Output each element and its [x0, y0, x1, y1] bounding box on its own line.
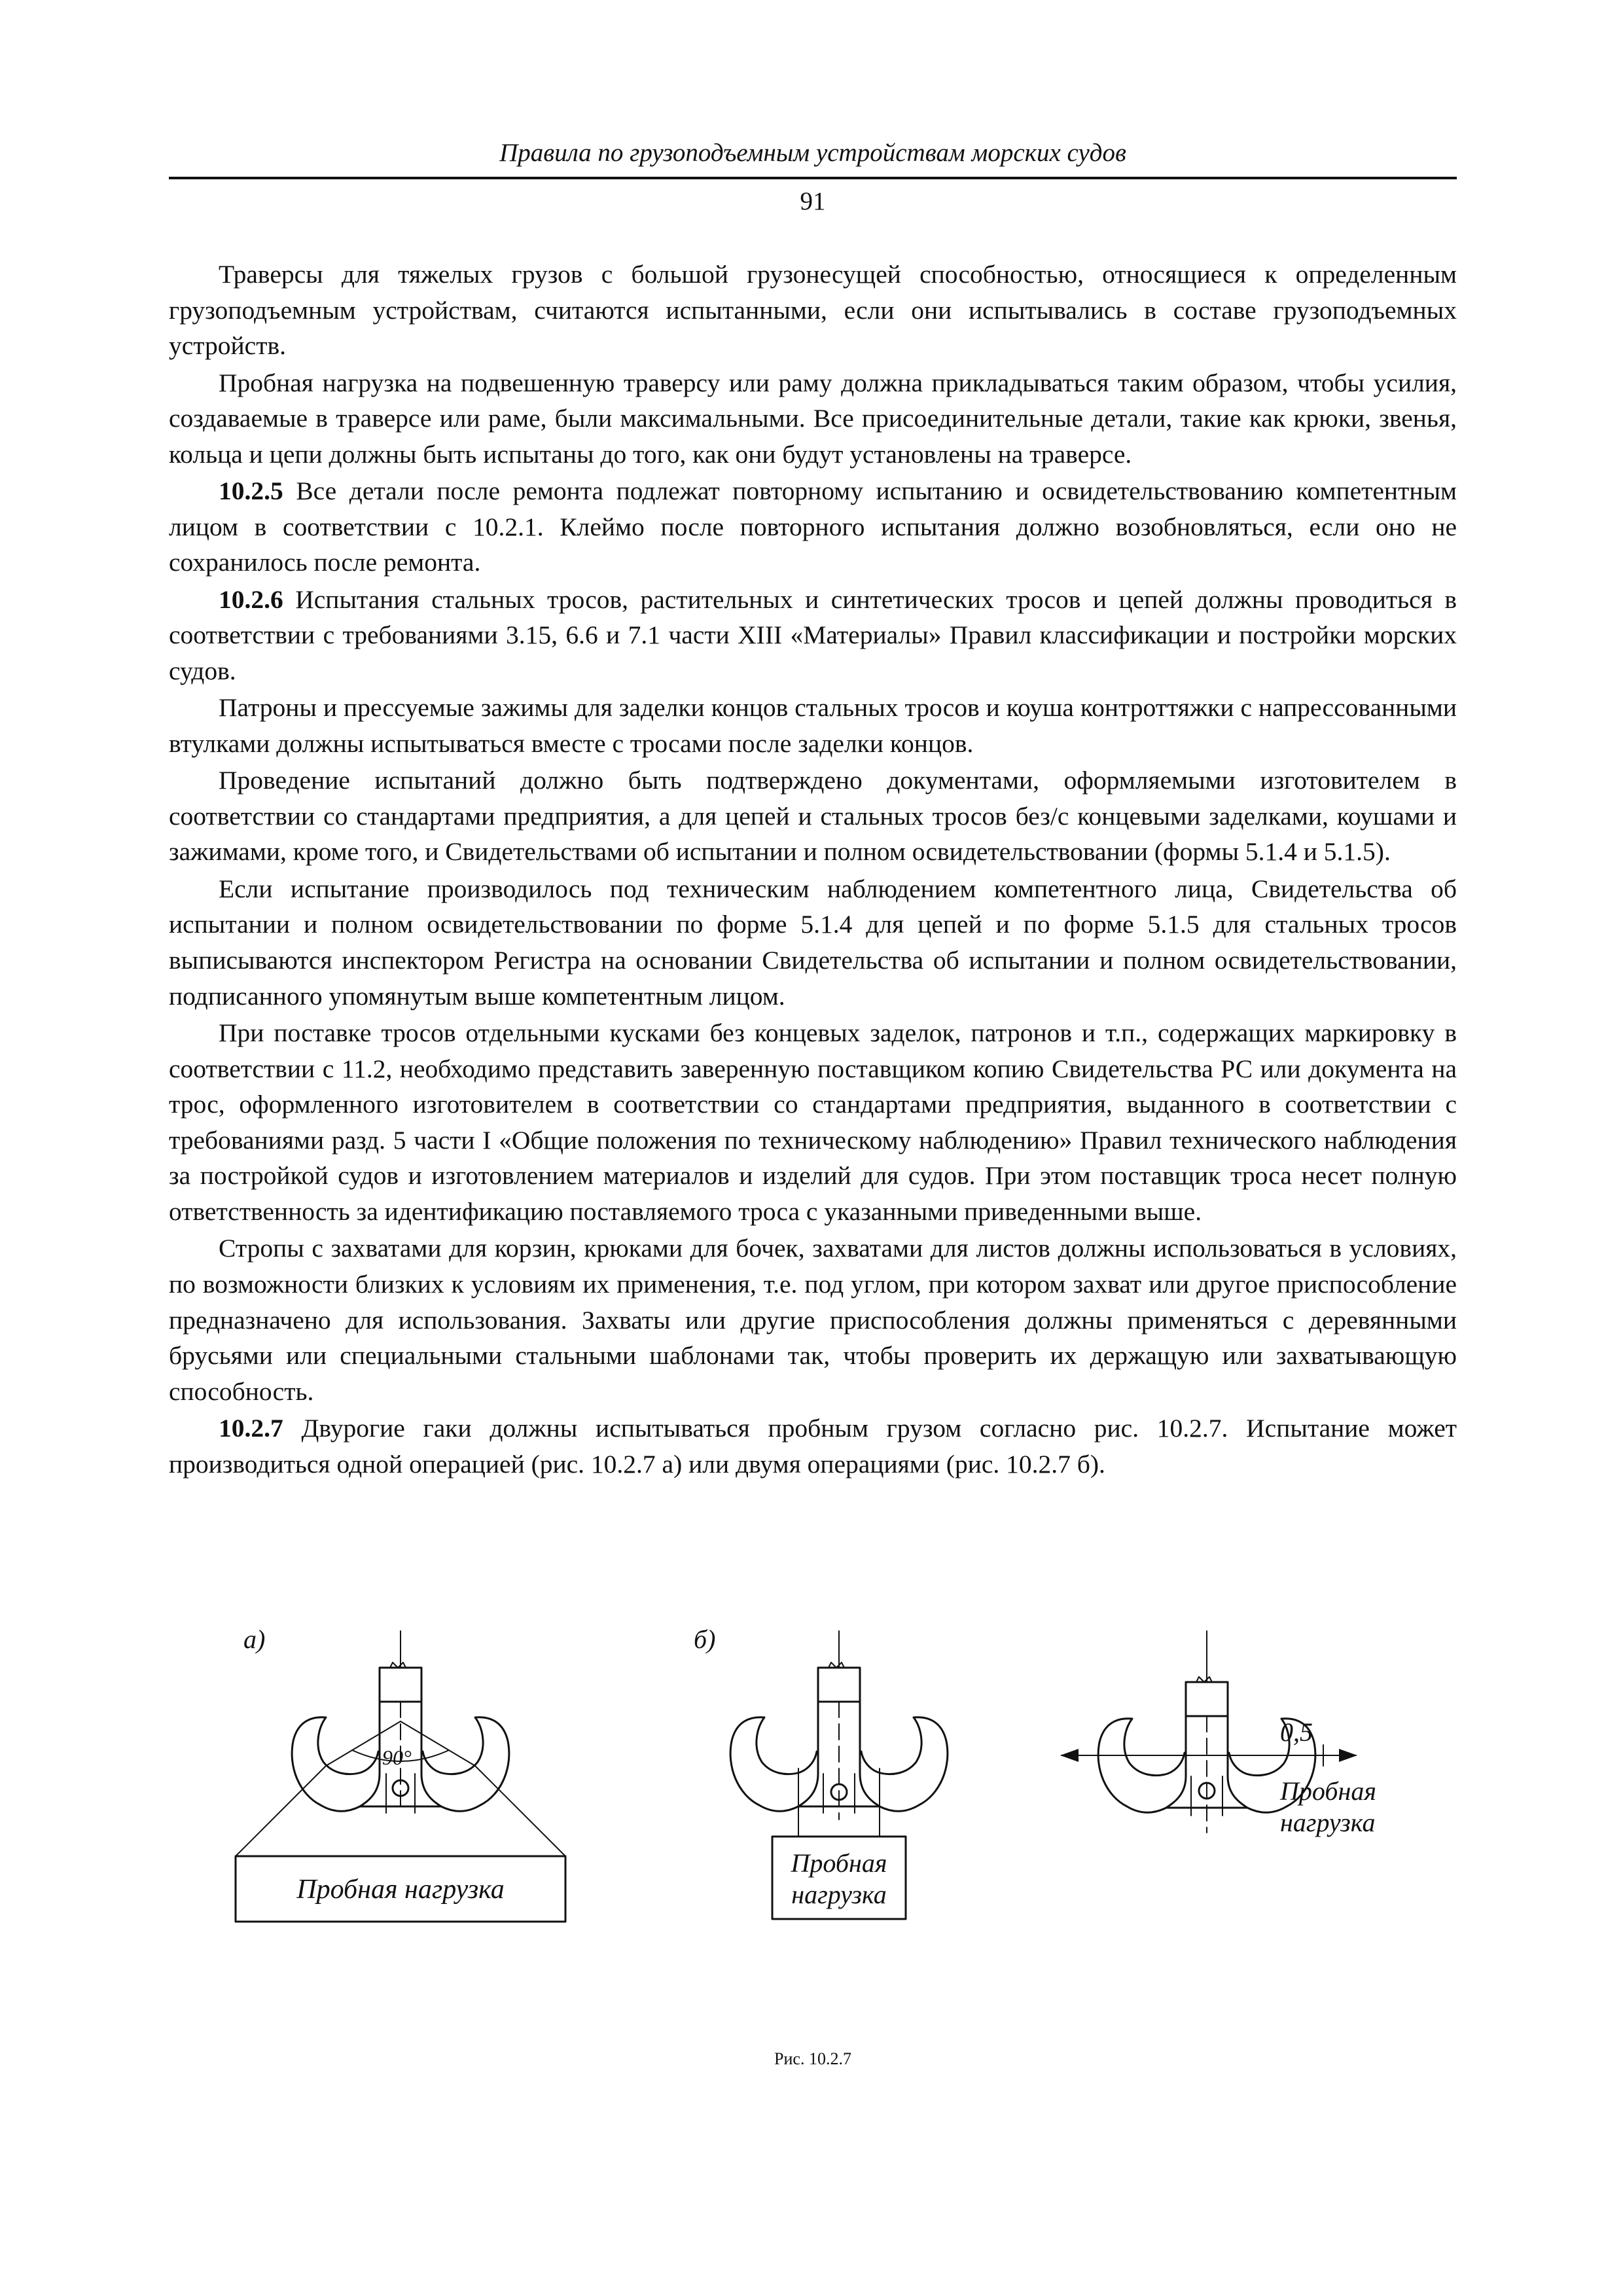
figure-drawing [196, 1617, 1453, 2022]
load-label-b-line2: нагрузка [791, 1880, 887, 1909]
paragraph [169, 473, 1457, 581]
paragraph-text: Патроны и прессуемые зажимы для заделки концов стальных тросов и коуша контроттяжки с напрессованными втулками должны испытываться вместе с тросами после заделки концов. [169, 693, 1457, 758]
paragraph [169, 762, 1457, 870]
paragraph-text: Траверсы для тяжелых грузов с большой грузонесущей способностью, относящиеся к определенным грузоподъемным устройствам, считаются испытанными, если они испытывались в составе грузоподъемных устройств. [169, 260, 1457, 361]
paragraph-text: При поставке тросов отдельными кусками без концевых заделок, патронов и т.п., содержащих маркировку в соответствии с 11.2, необходимо представить заверенную поставщиком копию Свидетельства РС или документа на трос, оформленного изготовителем в соответствии со стандартами предприятия, выданного в соответствии с требованиями разд. 5 части I «Общие положения по техническому наблюдению» Правил технического наблюдения за постройкой судов и изготовлением материалов и изделий для судов. При этом поставщик троса несет полную ответственность за идентификацию поставляемого троса с указанными приведенными выше. [169, 1018, 1457, 1227]
body-text [169, 257, 1457, 1483]
figure-label-a: а) [243, 1624, 266, 1654]
load-label-c-line1: Пробная [1280, 1776, 1376, 1806]
header-rule [169, 177, 1457, 179]
clause-number: 10.2.6 [219, 584, 283, 614]
paragraph-text: Если испытание производилось под техническим наблюдением компетентного лица, Свидетельства об испытании и полном освидетельствовании по форме 5.1.4 для цепей и по форме 5.1.5 для стальных тросов выписываются инспектором Регистра на основании Свидетельства об испытании и полном освидетельствовании, подписанного упомянутым выше компетентным лицом. [169, 874, 1457, 1011]
paragraph [169, 1410, 1457, 1482]
paragraph [169, 582, 1457, 689]
paragraph-text: Стропы с захватами для корзин, крюками для бочек, захватами для листов должны использоваться в условиях, по возможности близких к условиям их применения, т.е. под углом, при котором захват или другое приспособление предназначено для использования. Захваты или другие приспособления должны применяться с деревянными брусьями или специальными стальными шаблонами так, чтобы проверить их держащую или захватывающую способность. [169, 1234, 1457, 1406]
paragraph [169, 871, 1457, 1014]
paragraph [169, 1015, 1457, 1230]
angle-label: 90° [382, 1746, 412, 1769]
paragraph-text: Проведение испытаний должно быть подтверждено документами, оформляемыми изготовителем в соответствии со стандартами предприятия, а для цепей и стальных тросов без/с концевыми заделками, коушами и зажимами, кроме того, и Свидетельствами об испытании и полном освидетельствовании (формы 5.1.4 и 5.1.5). [169, 766, 1457, 867]
figure-caption: Рис. 10.2.7 [774, 2049, 851, 2068]
figure-label-b: б) [694, 1624, 716, 1654]
clause-number: 10.2.7 [219, 1414, 283, 1443]
paragraph-text: Все детали после ремонта подлежат повторному испытанию и освидетельствованию компетентным лицом в соответствии с 10.2.1. Клеймо после повторного испытания должно возобновляться, если оно не сохранилось после ремонта. [169, 476, 1457, 577]
paragraph [169, 690, 1457, 761]
paragraph-text: Испытания стальных тросов, растительных и синтетических тросов и цепей должны проводиться в соответствии с требованиями 3.15, 6.6 и 7.1 части XIII «Материалы» Правил классификации и постройки морских судов. [169, 584, 1457, 685]
paragraph-text: Двурогие гаки должны испытываться пробным грузом согласно рис. 10.2.7. Испытание может производиться одной операцией (рис. 10.2.7 а) или двумя операциями (рис. 10.2.7 б). [169, 1414, 1457, 1479]
load-label-b-line1: Пробная [791, 1848, 887, 1878]
page-number: 91 [800, 187, 826, 215]
figure-hook-test [196, 1617, 1453, 2022]
paragraph [169, 257, 1457, 364]
load-label-c-line2: нагрузка [1280, 1808, 1376, 1837]
clause-number: 10.2.5 [219, 476, 283, 506]
offset-label: 0,5 [1280, 1717, 1313, 1747]
paragraph-text: Пробная нагрузка на подвешенную траверсу или раму должна прикладываться таким образом, чтобы усилия, создаваемые в траверсе или раме, были максимальными. Все присоединительные детали, такие как крюки, звенья, кольца и цепи должны быть испытаны до того, как они будут установлены на траверсе. [169, 368, 1457, 469]
running-title: Правила по грузоподъемным устройствам морских судов [499, 139, 1126, 167]
paragraph [169, 365, 1457, 473]
load-label-a: Пробная нагрузка [296, 1874, 505, 1905]
paragraph [169, 1230, 1457, 1409]
